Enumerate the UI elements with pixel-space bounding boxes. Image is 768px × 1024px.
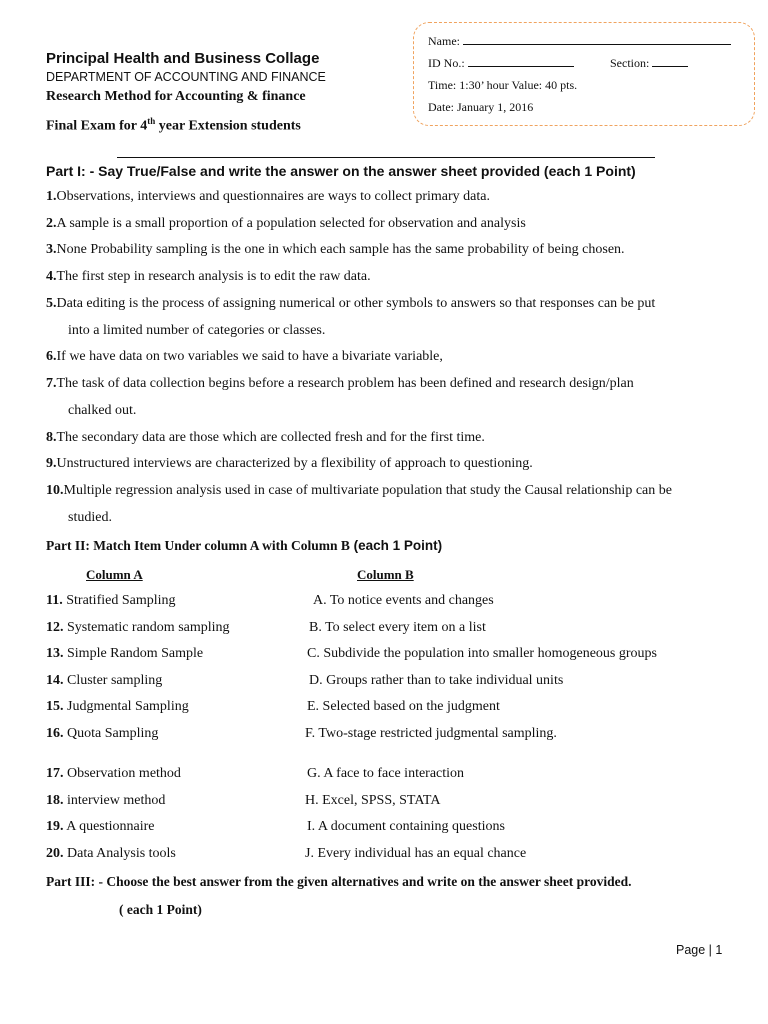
section-field[interactable] <box>610 56 688 71</box>
name-label: Name: <box>428 34 460 48</box>
question-number: 4. <box>46 269 57 284</box>
match-item-20-a <box>46 846 176 862</box>
question-6 <box>46 349 443 365</box>
match-number: 11. <box>46 593 63 608</box>
match-item-18-a <box>46 793 165 809</box>
question-text: A sample is a small proportion of a population selected for observation and analysis <box>56 216 526 231</box>
id-field[interactable] <box>428 56 574 71</box>
name-field[interactable] <box>428 34 731 49</box>
question-text: Data editing is the process of assigning numerical or other symbols to answers so that responses can be put <box>56 296 656 311</box>
column-a-header: Column A <box>86 567 143 582</box>
question-number: 7. <box>46 376 57 391</box>
question-text: The secondary data are those which are collected fresh and for the first time. <box>56 430 485 445</box>
question-text: None Probability sampling is the one in which each sample has the same probability of being chosen. <box>56 242 625 257</box>
question-number: 8. <box>46 430 57 445</box>
match-a-text: Simple Random Sample <box>67 646 204 661</box>
question-1 <box>46 189 490 205</box>
match-item-16-b: F. Two-stage restricted judgmental sampling. <box>305 726 557 741</box>
match-item-16-a <box>46 726 158 742</box>
match-number: 13. <box>46 646 64 661</box>
match-a-text: Data Analysis tools <box>67 846 176 861</box>
match-item-12-a <box>46 620 230 636</box>
question-10-continuation: studied. <box>68 510 112 525</box>
part2-heading-points: (each 1 Point) <box>349 538 443 553</box>
question-number: 6. <box>46 349 57 364</box>
course-title: Research Method for Accounting & finance <box>46 89 306 104</box>
page-number: Page | 1 <box>676 943 723 957</box>
column-b-header: Column B <box>357 567 414 582</box>
name-blank-line <box>463 34 731 45</box>
match-a-text: Systematic random sampling <box>67 620 230 635</box>
match-a-text: Cluster sampling <box>67 673 163 688</box>
student-info-box <box>413 22 755 126</box>
exam-title-suffix: year Extension students <box>155 118 301 134</box>
question-8 <box>46 430 485 446</box>
match-item-14-a <box>46 673 162 689</box>
match-item-18-b: H. Excel, SPSS, STATA <box>305 793 441 808</box>
match-a-text: Quota Sampling <box>67 726 159 741</box>
exam-title-prefix: Final Exam for 4 <box>46 118 148 134</box>
question-7-continuation: chalked out. <box>68 403 137 418</box>
question-number: 1. <box>46 189 57 204</box>
match-item-19-b: I. A document containing questions <box>307 819 505 834</box>
question-4 <box>46 269 371 285</box>
match-item-12-b: B. To select every item on a list <box>309 620 486 635</box>
match-number: 20. <box>46 846 64 861</box>
question-text: The task of data collection begins before a research problem has been defined and research design/plan <box>56 376 634 391</box>
match-item-20-b: J. Every individual has an equal chance <box>305 846 527 861</box>
match-item-15-b: E. Selected based on the judgment <box>307 699 500 714</box>
question-number: 5. <box>46 296 57 311</box>
match-item-14-b: D. Groups rather than to take individual units <box>309 673 564 688</box>
question-number: 10. <box>46 483 64 498</box>
part2-heading <box>46 538 442 554</box>
exam-title <box>46 116 301 135</box>
match-number: 15. <box>46 699 64 714</box>
match-number: 17. <box>46 766 64 781</box>
question-text: Multiple regression analysis used in case of multivariate population that study the Causal relationship can be <box>63 483 672 498</box>
part3-heading: Part III: - Choose the best answer from the given alternatives and write on the answer sheet provided. <box>46 874 632 889</box>
match-item-11-a <box>46 593 176 609</box>
question-5-continuation: into a limited number of categories or classes. <box>68 323 326 338</box>
question-5 <box>46 296 655 312</box>
exam-title-superscript: th <box>147 116 156 126</box>
match-item-19-a <box>46 819 155 835</box>
match-number: 18. <box>46 793 64 808</box>
header-divider <box>117 157 655 158</box>
match-item-17-a <box>46 766 181 782</box>
id-label: ID No.: <box>428 56 465 70</box>
question-text: Unstructured interviews are characterized by a flexibility of approach to questioning. <box>56 456 533 471</box>
question-10 <box>46 483 672 499</box>
match-item-11-b: A. To notice events and changes <box>313 593 494 608</box>
question-9 <box>46 456 533 472</box>
question-text: Observations, interviews and questionnaires are ways to collect primary data. <box>56 189 490 204</box>
section-blank-line <box>652 56 688 67</box>
match-a-text: Judgmental Sampling <box>67 699 189 714</box>
question-text: The first step in research analysis is to edit the raw data. <box>56 269 371 284</box>
match-number: 12. <box>46 620 64 635</box>
part3-points: ( each 1 Point) <box>119 902 202 917</box>
question-7 <box>46 376 634 392</box>
department-name: DEPARTMENT OF ACCOUNTING AND FINANCE <box>46 70 326 84</box>
question-3 <box>46 242 625 258</box>
match-number: 19. <box>46 819 64 834</box>
match-item-17-b: G. A face to face interaction <box>307 766 465 781</box>
match-item-13-a <box>46 646 203 662</box>
question-number: 9. <box>46 456 57 471</box>
part1-heading: Part I: - Say True/False and write the answer on the answer sheet provided (each 1 Point) <box>46 163 636 179</box>
section-label: Section: <box>610 56 650 70</box>
match-a-text: Observation method <box>67 766 181 781</box>
question-text: If we have data on two variables we said to have a bivariate variable, <box>56 349 443 364</box>
date-value: Date: January 1, 2016 <box>428 100 534 114</box>
institution-name: Principal Health and Business Collage <box>46 50 320 67</box>
match-item-15-a <box>46 699 189 715</box>
question-number: 3. <box>46 242 57 257</box>
match-item-13-b: C. Subdivide the population into smaller homogeneous groups <box>307 646 657 661</box>
match-a-text: A questionnaire <box>66 819 155 834</box>
match-a-text: interview method <box>67 793 166 808</box>
id-blank-line <box>468 56 574 67</box>
part2-heading-main: Part II: Match Item Under column A with Column B <box>46 538 350 553</box>
match-number: 16. <box>46 726 64 741</box>
match-number: 14. <box>46 673 64 688</box>
time-value: Time: 1:30’ hour Value: 40 pts. <box>428 78 578 92</box>
question-2 <box>46 216 526 232</box>
question-number: 2. <box>46 216 57 231</box>
match-a-text: Stratified Sampling <box>66 593 176 608</box>
